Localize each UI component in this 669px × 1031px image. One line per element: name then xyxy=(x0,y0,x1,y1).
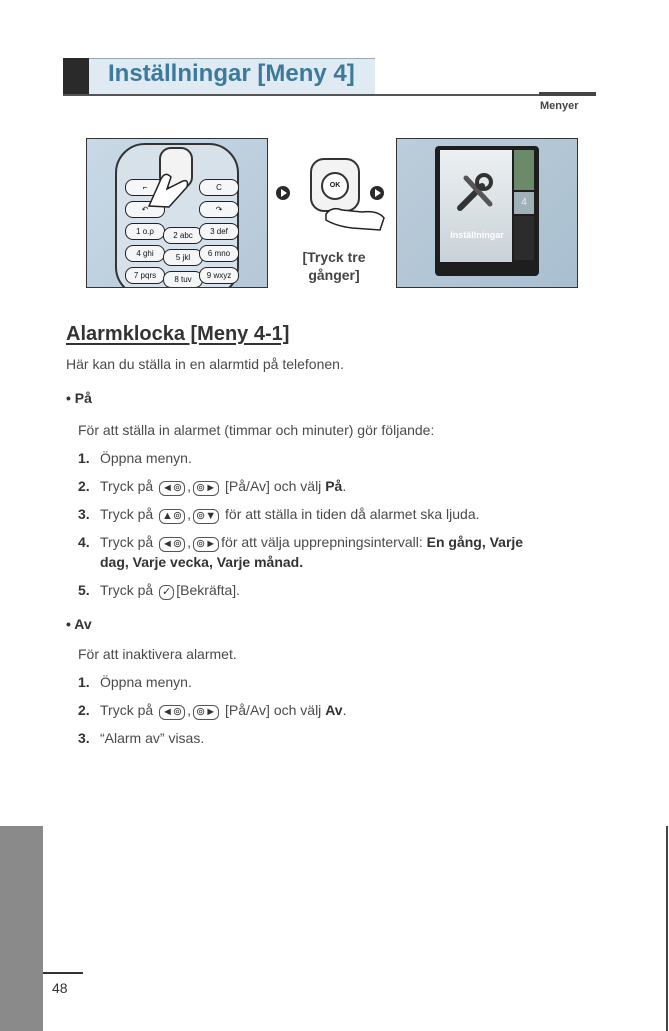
header-rule xyxy=(63,94,596,96)
on-step-2: 2. Tryck på ◄⊚ , ⊚► [På/Av] och välj På. xyxy=(78,478,347,494)
left-nav-key-icon: ◄⊚ xyxy=(159,537,185,552)
page-edge xyxy=(666,826,668,1031)
page-number: 48 xyxy=(52,980,68,996)
section-tag: Menyer xyxy=(540,100,579,112)
section-title: Alarmklocka [Meny 4-1] xyxy=(66,323,290,345)
off-step-3: 3. “Alarm av” visas. xyxy=(78,730,205,746)
arrow-right-icon xyxy=(276,186,290,200)
off-intro: För att inaktivera alarmet. xyxy=(78,646,237,662)
menu-tab-number: 4 xyxy=(514,192,534,214)
on-step-4: 4. Tryck på ◄⊚ , ⊚► för att välja upprepningsintervall: En gång, Varje xyxy=(78,534,524,550)
menu-tab xyxy=(514,216,534,260)
phone-keypad-image: ⌐ C ↶ ↷ 1 ο.ρ 2 abc 3 def 4 ghi 5 jkl 6 mno 7 pqrs 8 tuv 9 wxyz xyxy=(86,138,268,288)
right-nav-key-icon: ⊚► xyxy=(193,481,219,496)
arrow-right-icon xyxy=(370,186,384,200)
page-number-rule xyxy=(43,972,83,974)
on-step-5: 5. Tryck på ✓ [Bekräfta]. xyxy=(78,582,241,598)
up-nav-key-icon: ▲⊚ xyxy=(159,509,185,524)
on-step-3: 3. Tryck på ▲⊚ , ⊚▼ för att ställa in tiden då alarmet ska ljuda. xyxy=(78,506,480,522)
chapter-title: Inställningar [Meny 4] xyxy=(108,60,355,87)
on-step-4-continued: dag, Varje vecka, Varje månad. xyxy=(100,554,304,570)
off-step-1: 1. Öppna menyn. xyxy=(78,674,192,690)
down-nav-key-icon: ⊚▼ xyxy=(193,509,219,524)
menu-tab-active xyxy=(514,150,534,190)
left-nav-key-icon: ◄⊚ xyxy=(159,481,185,496)
side-tab xyxy=(0,826,43,1031)
header-rule-accent xyxy=(539,92,596,96)
ok-key-icon: OK xyxy=(321,172,349,200)
bullet-on: • På xyxy=(66,390,92,406)
chapter-marker-square xyxy=(63,58,89,94)
right-nav-key-icon: ⊚► xyxy=(193,537,219,552)
pressing-hand-icon xyxy=(322,196,392,236)
confirm-softkey-icon: ✓ xyxy=(159,585,174,600)
bullet-off: • Av xyxy=(66,616,92,632)
right-nav-key-icon: ⊚► xyxy=(193,705,219,720)
left-nav-key-icon: ◄⊚ xyxy=(159,705,185,720)
tools-icon xyxy=(452,168,500,216)
off-step-2: 2. Tryck på ◄⊚ , ⊚► [På/Av] och välj Av. xyxy=(78,702,347,718)
figure-caption: [Tryck tre gånger] xyxy=(302,249,366,283)
pressing-hand-icon xyxy=(139,161,199,211)
on-intro: För att ställa in alarmet (timmar och minuter) gör följande: xyxy=(78,422,435,438)
menu-panel xyxy=(440,150,512,262)
screen-menu-label: Inställningar xyxy=(450,230,504,240)
section-intro: Här kan du ställa in en alarmtid på telefonen. xyxy=(66,356,344,372)
on-step-1: 1. Öppna menyn. xyxy=(78,450,192,466)
